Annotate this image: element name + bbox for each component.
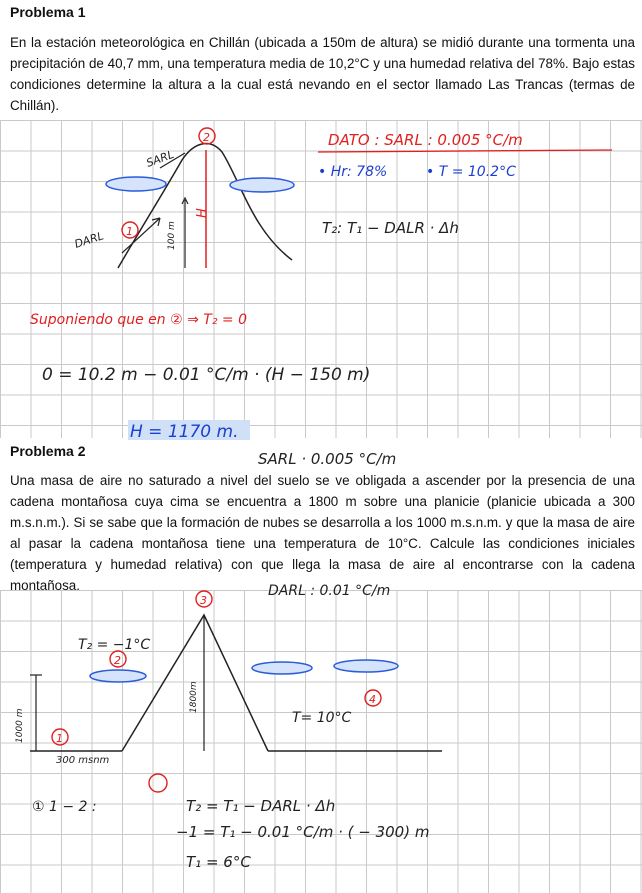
cloud-left-icon — [106, 177, 166, 191]
problem-2-statement: Una masa de aire no saturado a nivel del suelo se ve obligada a ascender por la presencia de una cadena montañosa cuya cima se encuentra a 1800 m sobre una planicie (planicie ubicada a 300 m.s.n.m.). Si se sabe que la formación de nubes se desarrolla a los 1000 m.s.n.m. y que la masa de aire al pasar la cadena montañosa tiene una temperatura de 10°C. Calcule las condiciones iniciales (temperatura y humedad relativa) con que llega la masa de aire al encontrarse con la cadena montañosa. — [10, 473, 635, 593]
dato-underline — [318, 150, 612, 152]
svg-text:1: 1 — [126, 225, 133, 238]
sarl-label: SARL — [144, 147, 176, 170]
svg-text:2: 2 — [114, 654, 121, 667]
step-label: ① 1 − 2 : — [32, 799, 97, 815]
left-height-label: 1000 m — [15, 708, 25, 743]
eq1-note: T₂ = T₁ − DARL · Δh — [186, 797, 336, 815]
step-marker — [149, 774, 167, 792]
temp-note: • T = 10.2°C — [426, 164, 516, 180]
sarl-note: SARL · 0.005 °C/m — [258, 450, 397, 468]
cloud-right-icon — [230, 178, 294, 192]
equation-note: 0 = 10.2 m − 0.01 °C/m · (H − 150 m) — [42, 365, 371, 385]
result-note: H = 1170 m. — [130, 422, 239, 442]
peak-height-label: 1800m — [189, 681, 199, 713]
dalr-label: DARL — [72, 229, 106, 251]
svg-text:2: 2 — [203, 131, 210, 144]
base-label: 300 msnm — [56, 755, 110, 766]
problem-1-statement: En la estación meteorológica en Chillán (ubicada a 150m de altura) se midió durante una tormenta una precipitación de 40,7 mm, una temperatura media de 10,2°C y una humedad relativa del 78%. Bajo estas condiciones determine la altura a la cual está nevando en el sector llamado Las Trancas (termas de Chillán). — [10, 35, 635, 113]
problem-2-diagram — [0, 575, 642, 893]
cloud-center-icon — [252, 662, 312, 674]
problem-1-title: Problema 1 — [10, 4, 86, 20]
eq2-note: −1 = T₁ − 0.01 °C/m · ( − 300) m — [176, 823, 430, 841]
height-label: 100 m — [167, 221, 177, 250]
h-label: H — [195, 208, 210, 218]
svg-text:1: 1 — [56, 732, 63, 745]
dato-note: DATO : SARL : 0.005 °C/m — [328, 131, 523, 149]
eq3-note: T₁ = 6°C — [186, 853, 251, 871]
problem-1-diagram — [0, 120, 642, 440]
problem-2-title: Problema 2 — [10, 443, 86, 459]
hr-note: • Hr: 78% — [318, 164, 388, 180]
dalr-note: DARL : 0.01 °C/m — [268, 583, 391, 599]
t2-note: T₂ = −1°C — [78, 637, 151, 653]
svg-text:3: 3 — [200, 594, 207, 607]
formula-note: T₂: T₁ − DALR · Δh — [322, 219, 459, 237]
assumption-note: Suponiendo que en ② ⇒ T₂ = 0 — [30, 312, 248, 328]
cloud-left-icon — [90, 670, 146, 682]
cloud-right-icon — [334, 660, 398, 672]
t-after-note: T= 10°C — [292, 710, 352, 726]
svg-text:4: 4 — [369, 693, 376, 706]
mountain-outline — [118, 144, 292, 268]
